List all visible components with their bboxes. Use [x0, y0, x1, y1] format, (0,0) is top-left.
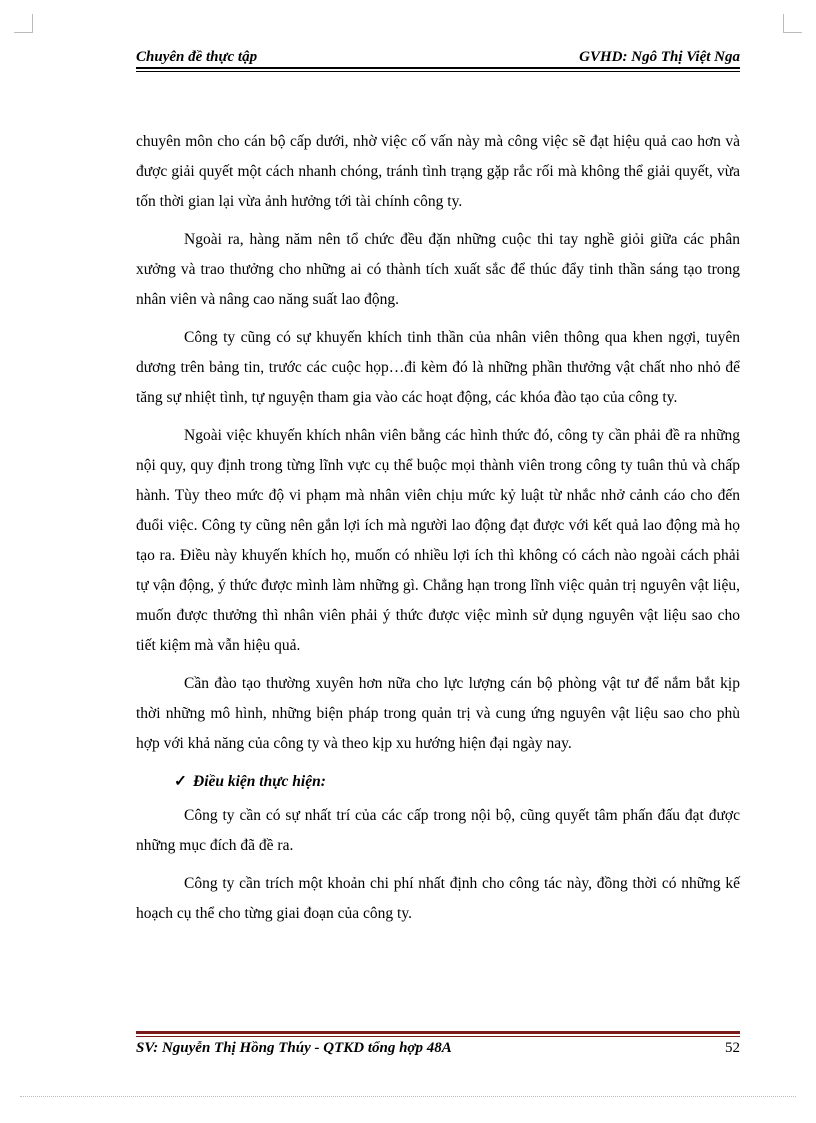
page-number: 52 — [725, 1040, 740, 1056]
body-paragraph: Ngoài việc khuyến khích nhân viên bằng các hình thức đó, công ty cần phải đề ra những nội quy, quy định trong từng lĩnh vực cụ thể buộc mọi thành viên trong công ty tuân thủ và chấp hành. Tùy theo mức độ vi phạm mà nhân viên chịu mức kỷ luật từ nhắc nhở cảnh cáo cho đến đuổi việc. Công ty cũng nên gắn lợi ích mà người lao động đạt được với kết quả lao động mà họ tạo ra. Điều này khuyến khích họ, muốn có nhiều lợi ích thì không có cách nào ngoài cách phải tự vận động, ý thức được mình làm những gì. Chẳng hạn trong lĩnh việc quản trị nguyên vật liệu, muốn được thưởng thì nhân viên phải ý thức được việc mình sử dụng nguyên vật liệu sao cho tiết kiệm mà vẫn hiệu quả. — [136, 427, 740, 654]
footer-rule-thick — [136, 1031, 740, 1034]
condition-heading-text: Điều kiện thực hiện: — [193, 773, 326, 790]
body-paragraph: Công ty cũng có sự khuyến khích tinh thần của nhân viên thông qua khen ngợi, tuyên dương trên bảng tin, trước các cuộc họp…đi kèm đó là những phần thưởng vật chất nho nhỏ để tăng sự nhiệt tình, tự nguyện tham gia vào các hoạt động, các khóa đào tạo của công ty. — [136, 329, 740, 406]
header-supervisor: GVHD: Ngô Thị Việt Nga — [579, 49, 740, 65]
footer-rule-thin — [136, 1036, 740, 1037]
body-paragraph: Công ty cần trích một khoản chi phí nhất định cho công tác này, đồng thời có những kế hoạch cụ thể cho từng giai đoạn của công ty. — [136, 875, 740, 922]
crop-mark-top-right — [783, 14, 802, 33]
body-paragraph: Công ty cần có sự nhất trí của các cấp trong nội bộ, cũng quyết tâm phấn đấu đạt được những mục đích đã đề ra. — [136, 807, 740, 854]
header-rule-thin — [136, 71, 740, 72]
footer-student: SV: Nguyễn Thị Hồng Thúy - QTKD tổng hợp 48A — [136, 1040, 452, 1056]
page-body — [136, 127, 740, 937]
body-paragraph: Cần đào tạo thường xuyên hơn nữa cho lực lượng cán bộ phòng vật tư để nắm bắt kịp thời những mô hình, những biện pháp trong quản trị và cung ứng nguyên vật liệu sao cho phù hợp với khả năng của công ty và theo kịp xu hướng hiện đại ngày nay. — [136, 675, 740, 752]
condition-heading — [136, 767, 740, 797]
body-paragraph: Ngoài ra, hàng năm nên tổ chức đều đặn những cuộc thi tay nghề giỏi giữa các phân xưởng và trao thưởng cho những ai có thành tích xuất sắc để thúc đẩy tinh thần sáng tạo trong nhân viên và nâng cao năng suất lao động. — [136, 231, 740, 308]
page-boundary-dotted — [20, 1096, 796, 1097]
body-paragraph: chuyên môn cho cán bộ cấp dưới, nhờ việc cố vấn này mà công việc sẽ đạt hiệu quả cao hơn và được giải quyết một cách nhanh chóng, tránh tình trạng gặp rắc rối mà không thể giải quyết, vừa tốn thời gian lại vừa ảnh hưởng tới tài chính công ty. — [136, 133, 740, 210]
crop-mark-top-left — [14, 14, 33, 33]
header-title: Chuyên đề thực tập — [136, 49, 258, 65]
page-header — [136, 49, 740, 69]
checkmark-icon: ✓ — [174, 773, 187, 790]
header-rule-thick — [136, 67, 740, 69]
